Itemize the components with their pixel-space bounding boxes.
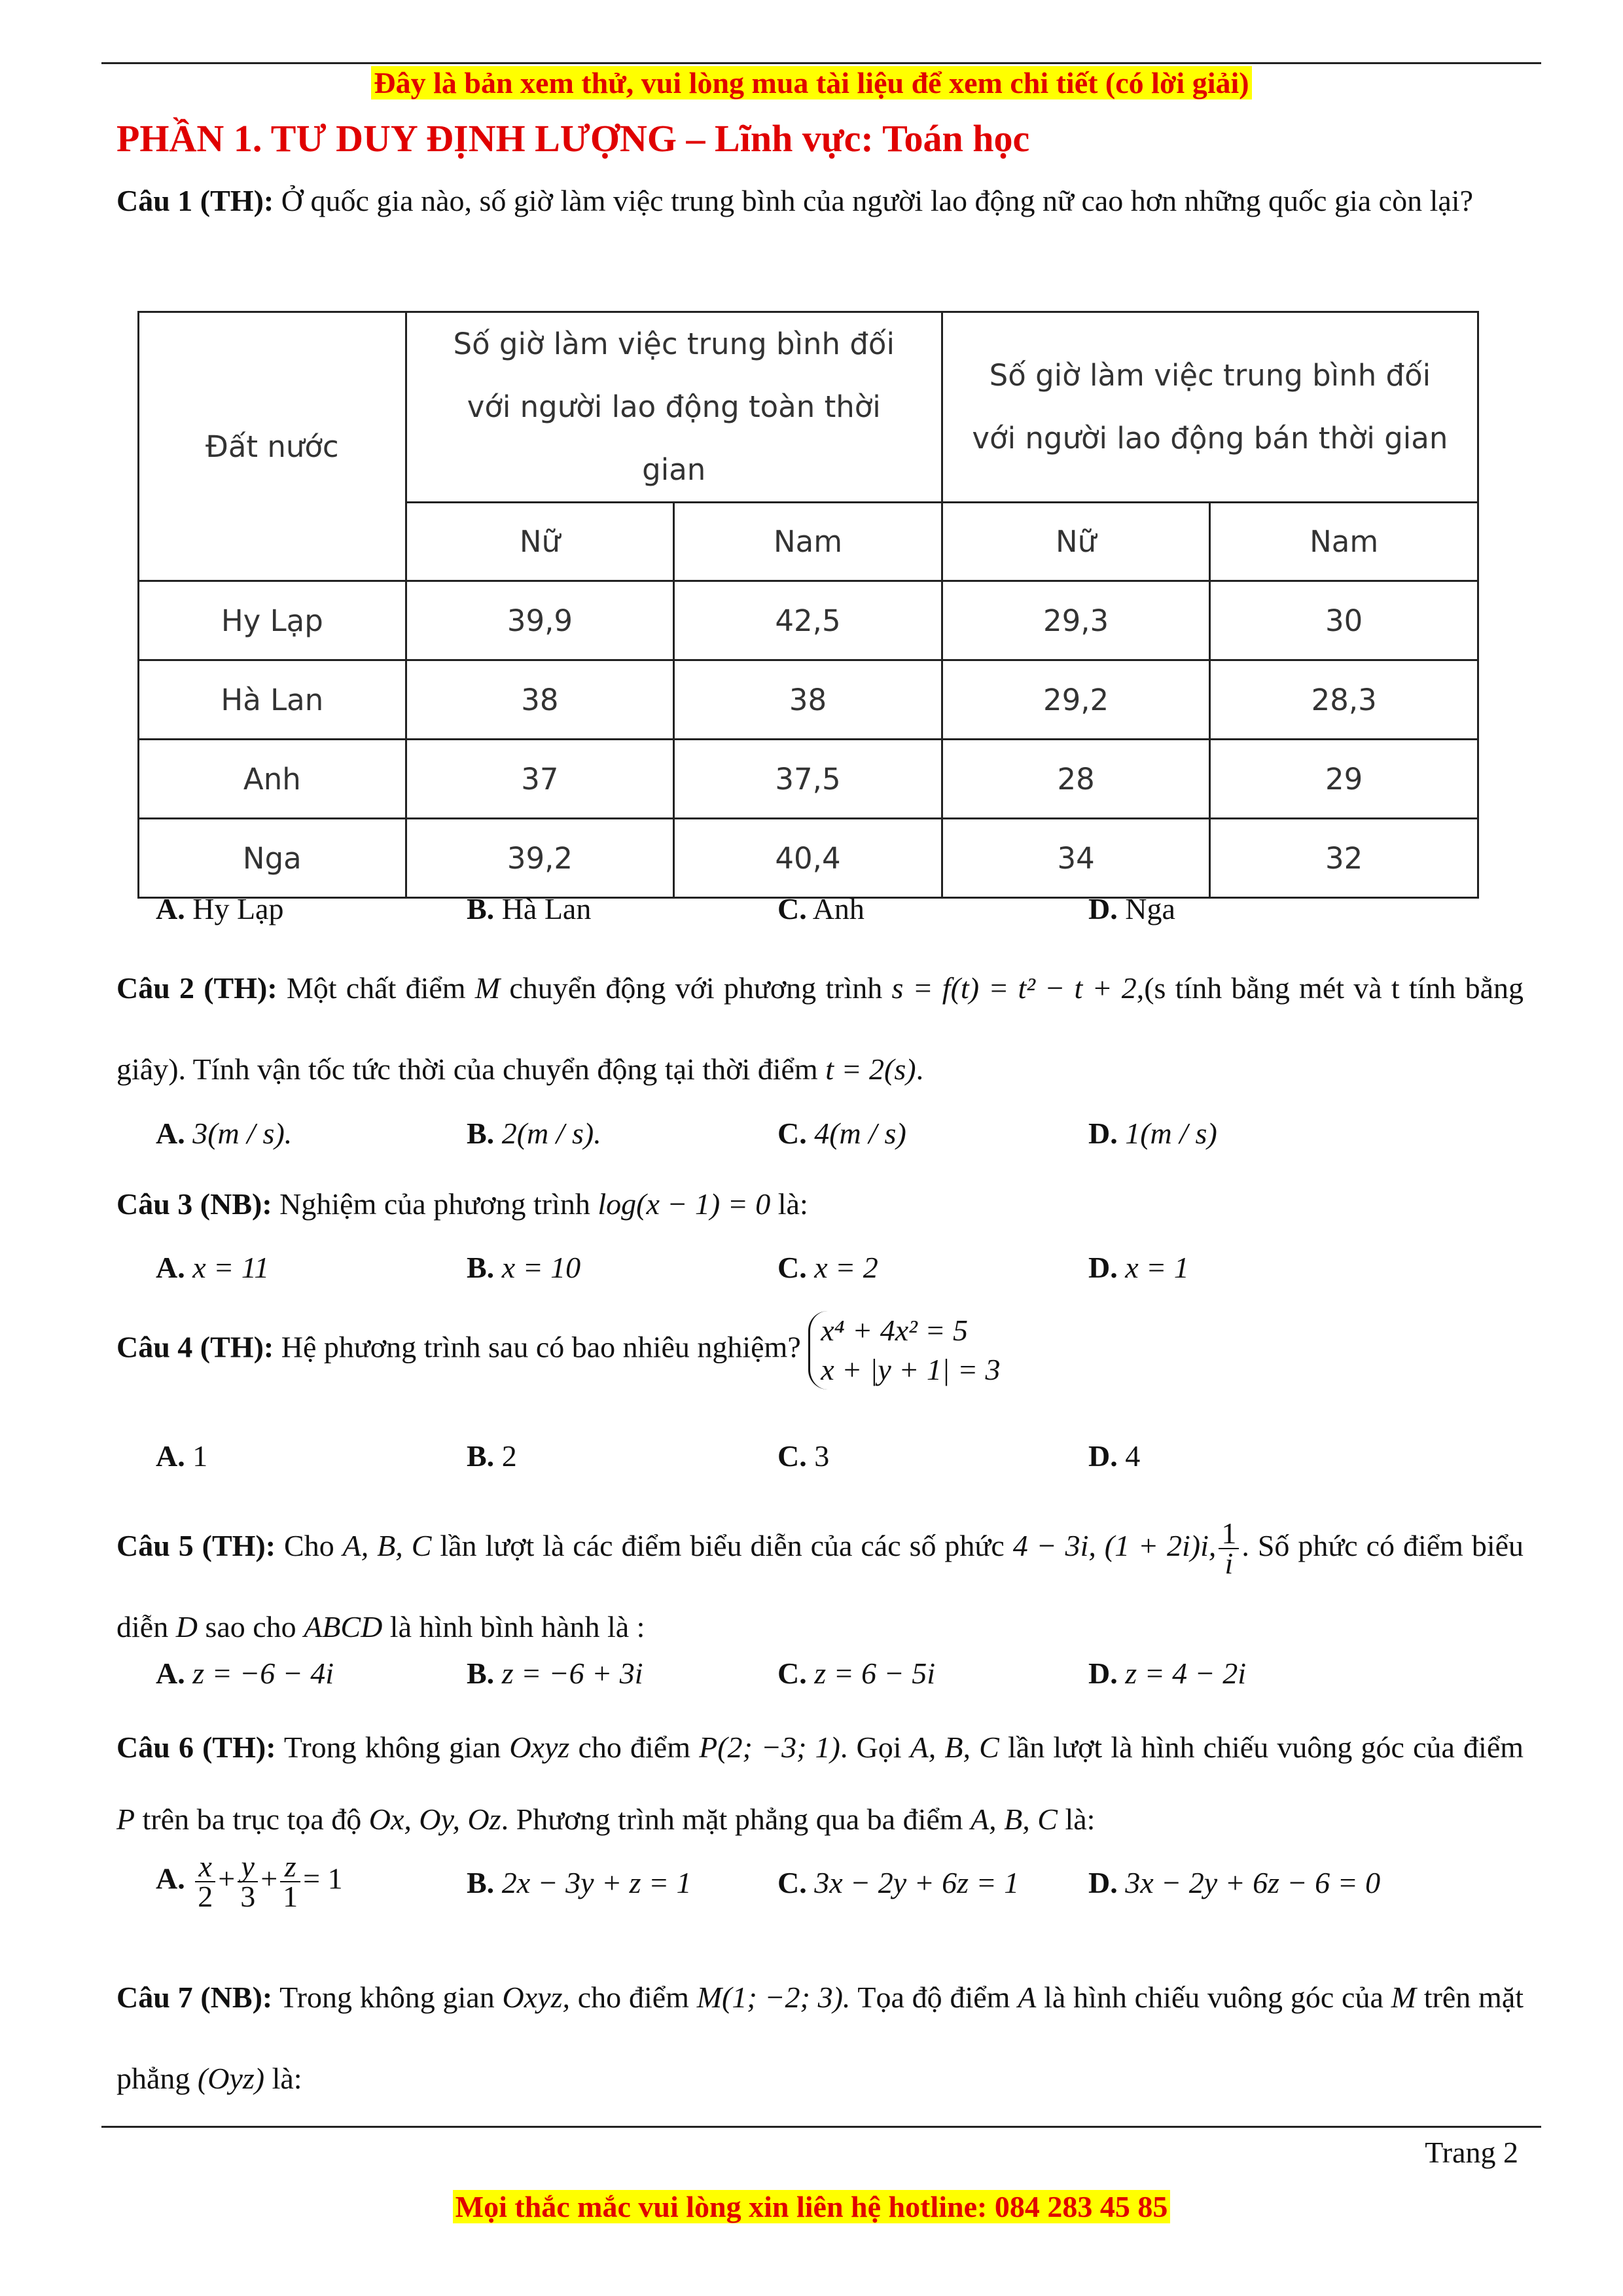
- option-d[interactable]: D. 1(m / s): [1088, 1117, 1217, 1150]
- header-fulltime: Số giờ làm việc trung bình đối với người lao động toàn thời gian: [406, 312, 942, 503]
- fraction: $\frac{1}{i}$: [1219, 1519, 1239, 1578]
- table-cell: 38: [674, 660, 942, 740]
- header-country: Đất nước: [139, 312, 406, 581]
- table-cell: 34: [942, 819, 1210, 898]
- question-4: Câu 4 (TH): Hệ phương trình sau có bao nhiêu nghiệm? x⁴ + 4x² = 5 x + |y + 1| = 3: [116, 1311, 1524, 1390]
- table-cell: Nga: [139, 819, 406, 898]
- option-a[interactable]: A. Hy Lạp: [156, 892, 284, 925]
- option-b[interactable]: B. z = −6 + 3i: [467, 1657, 643, 1690]
- top-rule: [101, 62, 1541, 64]
- table-cell: 39,2: [406, 819, 674, 898]
- page-number: Trang 2: [1425, 2136, 1518, 2169]
- table-cell: 39,9: [406, 581, 674, 660]
- option-d[interactable]: D. 4: [1088, 1439, 1141, 1473]
- question-5: Câu 5 (TH): Cho A, B, C lần lượt là các điểm biểu diễn của các số phức 4 − 3i, (1 + 2i)i, $\frac{1}{i}$ . Số phức có điểm biểu diễn D sao cho ABCD là hình bình hành là :: [116, 1516, 1524, 1643]
- table-row: [139, 819, 1478, 898]
- table-cell: 32: [1210, 819, 1478, 898]
- option-c[interactable]: C. 4(m / s): [777, 1117, 906, 1150]
- option-c[interactable]: C. 3: [777, 1439, 830, 1473]
- question-3-options: [156, 1250, 1530, 1296]
- table-row: [139, 660, 1478, 740]
- table-cell: 30: [1210, 581, 1478, 660]
- table-cell: 28,3: [1210, 660, 1478, 740]
- option-a[interactable]: A. z = −6 − 4i: [156, 1657, 334, 1690]
- bottom-rule: [101, 2126, 1541, 2128]
- option-c[interactable]: C. 3x − 2y + 6z = 1: [777, 1866, 1020, 1899]
- question-5-options: [156, 1656, 1530, 1702]
- working-hours-table: [137, 311, 1479, 899]
- table-cell: 28: [942, 740, 1210, 819]
- table-cell: 40,4: [674, 819, 942, 898]
- question-7: Câu 7 (NB): Trong không gian Oxyz, cho điểm M(1; −2; 3). Tọa độ điểm A là hình chiếu vuông góc của M trên mặt phẳng (Oyz) là:: [116, 1981, 1524, 2095]
- preview-notice: Đây là bản xem thử, vui lòng mua tài liệu để xem chi tiết (có lời giải): [0, 65, 1623, 100]
- equation-system: x⁴ + 4x² = 5 x + |y + 1| = 3: [808, 1311, 1000, 1390]
- option-a[interactable]: A. x = 11: [156, 1251, 270, 1284]
- question-2: Câu 2 (TH): Một chất điểm M chuyển động với phương trình s = f(t) = t² − t + 2,(s tính bằng mét và t tính bằng giây). Tính vận tốc tức thời của chuyển động tại thời điểm t = 2(s).: [116, 971, 1524, 1086]
- question-1: Câu 1 (TH): Ở quốc gia nào, số giờ làm việc trung bình của người lao động nữ cao hơn những quốc gia còn lại?: [116, 184, 1473, 217]
- table-cell: 29,2: [942, 660, 1210, 740]
- hotline-notice: Mọi thắc mắc vui lòng xin liên hệ hotline: 084 283 45 85: [0, 2189, 1623, 2224]
- option-c[interactable]: C. Anh: [777, 892, 865, 925]
- option-d[interactable]: D. Nga: [1088, 892, 1175, 925]
- table-cell: 29: [1210, 740, 1478, 819]
- option-d[interactable]: D. z = 4 − 2i: [1088, 1657, 1246, 1690]
- option-b[interactable]: B. x = 10: [467, 1251, 581, 1284]
- table-cell: Hy Lạp: [139, 581, 406, 660]
- question-3: Câu 3 (NB): Nghiệm của phương trình log(x − 1) = 0 là:: [116, 1187, 808, 1221]
- subheader: Nữ: [406, 503, 674, 581]
- subheader: Nữ: [942, 503, 1210, 581]
- option-c[interactable]: C. z = 6 − 5i: [777, 1657, 935, 1690]
- header-parttime: Số giờ làm việc trung bình đối với người lao động bán thời gian: [942, 312, 1478, 503]
- table-cell: 29,3: [942, 581, 1210, 660]
- option-b[interactable]: B. 2x − 3y + z = 1: [467, 1866, 692, 1899]
- option-d[interactable]: D. x = 1: [1088, 1251, 1189, 1284]
- question-2-options: [156, 1116, 1530, 1162]
- table-row: [139, 740, 1478, 819]
- table-cell: 37,5: [674, 740, 942, 819]
- option-b[interactable]: B. 2(m / s).: [467, 1117, 601, 1150]
- option-c[interactable]: C. x = 2: [777, 1251, 878, 1284]
- table-cell: 42,5: [674, 581, 942, 660]
- option-a[interactable]: A. 3(m / s).: [156, 1117, 293, 1150]
- option-b[interactable]: B. 2: [467, 1439, 517, 1473]
- option-b[interactable]: B. Hà Lan: [467, 892, 592, 925]
- question-4-options: [156, 1439, 1530, 1484]
- section-title: PHẦN 1. TƯ DUY ĐỊNH LƯỢNG – Lĩnh vực: Toán học: [116, 117, 1030, 160]
- question-6-options: [156, 1850, 1530, 1937]
- table-cell: 37: [406, 740, 674, 819]
- table-cell: Hà Lan: [139, 660, 406, 740]
- table-cell: Anh: [139, 740, 406, 819]
- table-row: [139, 581, 1478, 660]
- subheader: Nam: [1210, 503, 1478, 581]
- question-1-options: [156, 891, 1530, 937]
- option-d[interactable]: D. 3x − 2y + 6z − 6 = 0: [1088, 1866, 1381, 1899]
- option-a[interactable]: A. 1: [156, 1439, 208, 1473]
- option-a[interactable]: A. $\frac{x}{2}$ + $\frac{y}{3}$ + $\frac{z}{1}$ = 1: [156, 1850, 343, 1913]
- table-cell: 38: [406, 660, 674, 740]
- subheader: Nam: [674, 503, 942, 581]
- question-6: Câu 6 (TH): Trong không gian Oxyz cho điểm P(2; −3; 1). Gọi A, B, C lần lượt là hình chiếu vuông góc của điểm P trên ba trục tọa độ Ox, Oy, Oz. Phương trình mặt phẳng qua ba điểm A, B, C là:: [116, 1731, 1524, 1836]
